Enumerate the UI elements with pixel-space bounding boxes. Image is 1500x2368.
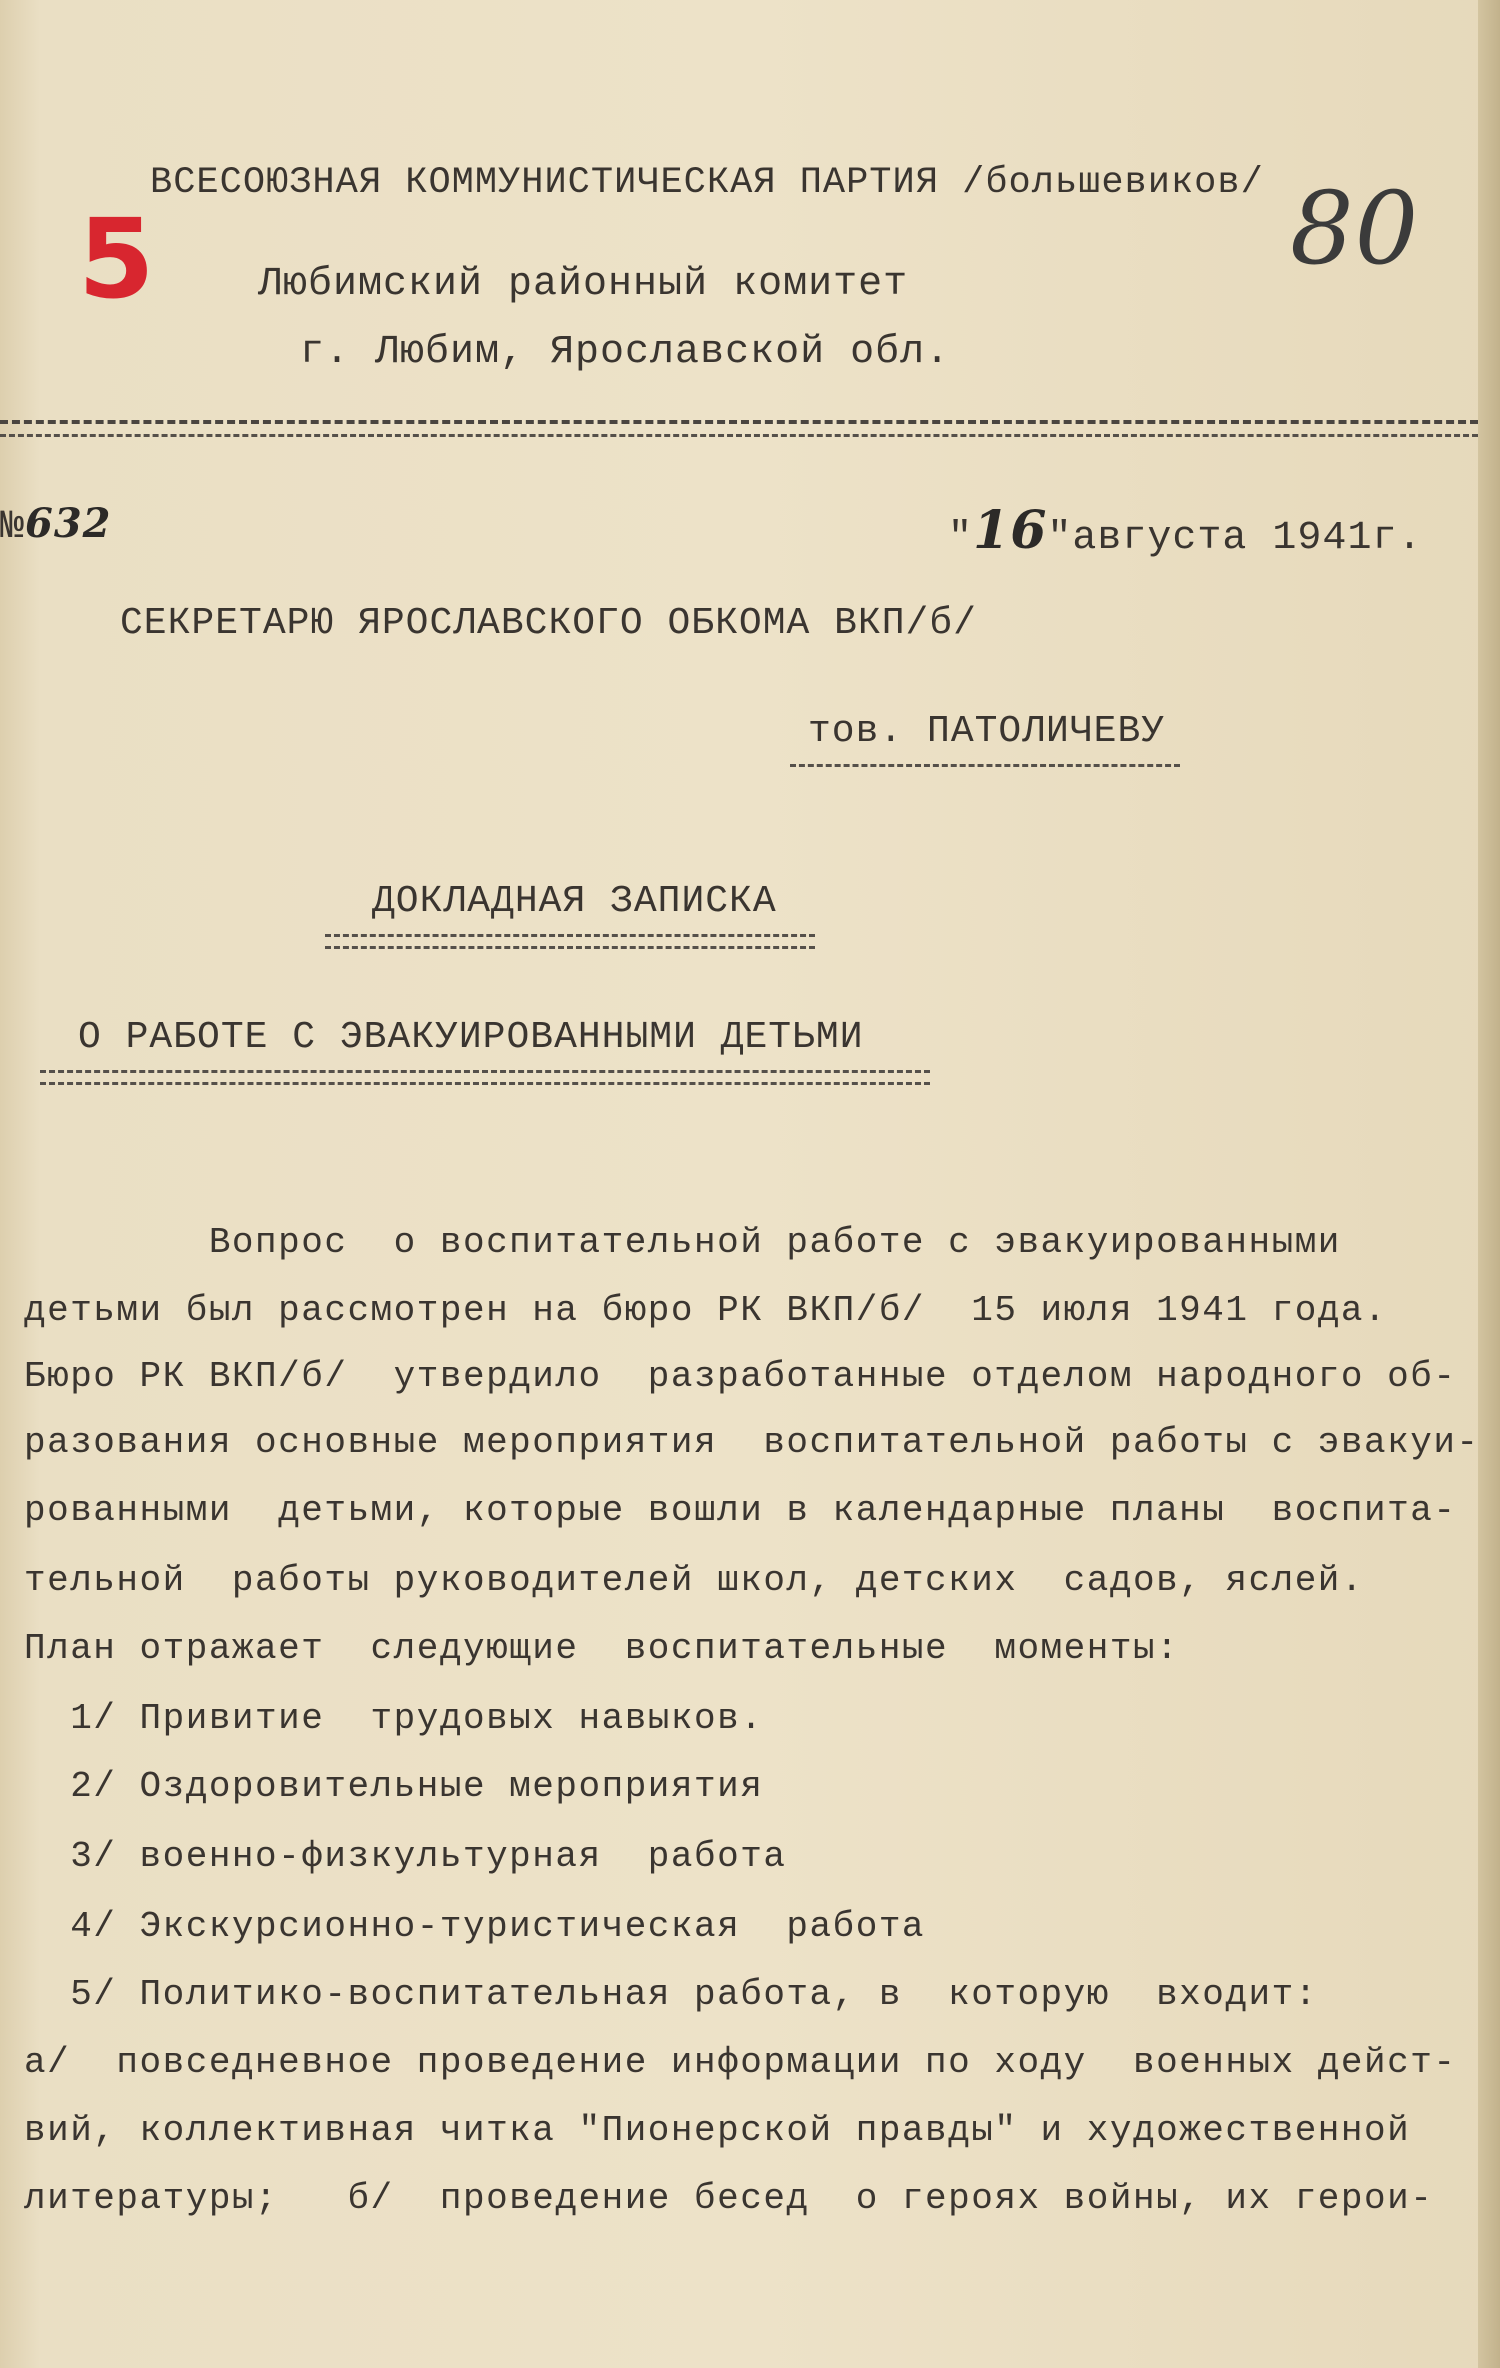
subtitle-underline-2 [40,1082,930,1085]
body-list-item: 1/ Привитие трудовых навыков. [24,1698,764,1739]
addressee-underline [790,764,1180,767]
header-separator-line-2 [0,434,1478,437]
body-line: тельной работы руководителей школ, детских садов, яслей. [24,1560,1365,1601]
party-heading: ВСЕСОЮЗНАЯ КОММУНИСТИЧЕСКАЯ ПАРТИЯ /большевиков/ [150,162,1264,204]
body-line: разования основные мероприятия воспитательной работы с эвакуи- [24,1422,1480,1463]
title-underline [325,934,815,937]
body-line: Бюро РК ВКП/б/ утвердило разработанные отделом народного об- [24,1356,1457,1397]
body-line: План отражает следующие воспитательные моменты: [24,1628,1180,1669]
paper-edge [1478,0,1500,2368]
committee-address: г. Любим, Ярославской обл. [300,330,951,375]
document-subtitle: О РАБОТЕ С ЭВАКУИРОВАННЫМИ ДЕТЬМИ [78,1016,864,1059]
addressee-line-2: тов. ПАТОЛИЧЕВУ [808,710,1166,753]
body-line: вий, коллективная читка "Пионерской правды" и художественной [24,2110,1411,2151]
body-line: детьми был рассмотрен на бюро РК ВКП/б/ 15 июля 1941 года. [24,1290,1388,1331]
date-quote-open: " [948,516,974,561]
reference-number [0,500,112,550]
handwritten-day: 16 [973,500,1048,561]
body-line: рованными детьми, которые вошли в календарные планы воспита- [24,1490,1457,1531]
number-prefix: № [0,505,26,550]
date-month-year: "августа 1941г. [1047,516,1423,561]
body-list-item: 5/ Политико-воспитательная работа, в которую входит: [24,1974,1318,2015]
body-list-item: 2/ Оздоровительные мероприятия [24,1766,764,1807]
body-list-item: 3/ военно-физкультурная работа [24,1836,787,1877]
red-archive-number: 5 [78,195,156,323]
body-line: литературы; б/ проведение бесед о героях войны, их герои- [24,2178,1434,2219]
addressee-line-1: СЕКРЕТАРЮ ЯРОСЛАВСКОГО ОБКОМА ВКП/б/ [120,602,977,645]
body-list-item: 4/ Экскурсионно-туристическая работа [24,1906,926,1947]
title-underline-2 [325,946,815,949]
pencil-page-number: 80 [1290,170,1420,287]
header-separator-line [0,420,1478,424]
handwritten-number: 632 [25,500,112,547]
document-title: ДОКЛАДНАЯ ЗАПИСКА [372,880,777,923]
subtitle-underline [40,1070,930,1073]
body-line: а/ повседневное проведение информации по ходу военных дейст- [24,2042,1457,2083]
committee-name: Любимский районный комитет [258,262,909,307]
body-line: Вопрос о воспитательной работе с эвакуированными [24,1222,1341,1263]
document-date [948,500,1422,561]
